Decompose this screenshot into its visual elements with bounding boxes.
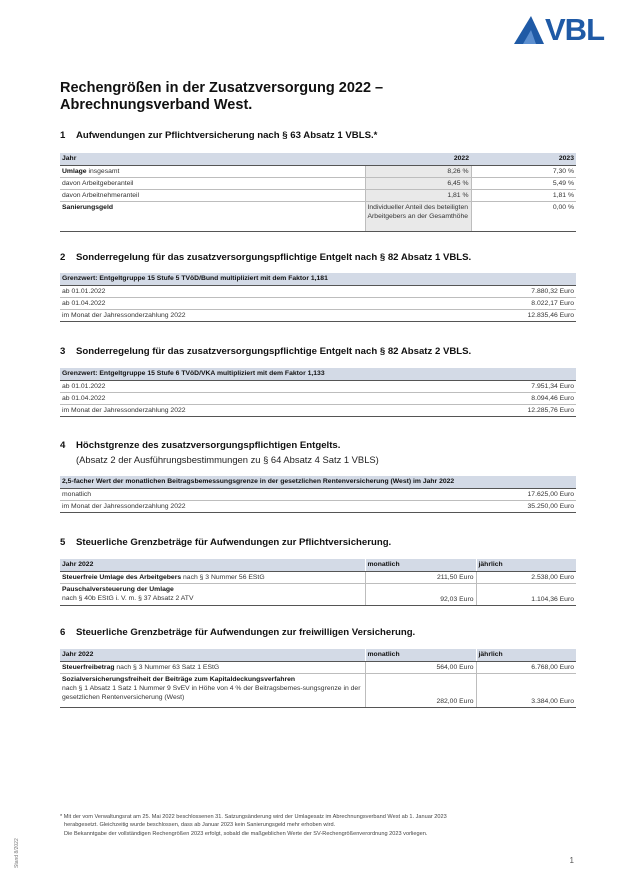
row-value: 7.880,32 Euro: [476, 285, 576, 297]
section-number: 3: [60, 346, 66, 357]
footnote: [60, 813, 580, 838]
section-3-heading: [60, 346, 471, 357]
table-row: [60, 571, 576, 583]
value-2023: 5,49 %: [471, 177, 576, 189]
monthly-value: 211,50 Euro: [365, 571, 476, 583]
row-label: im Monat der Jahressonderzahlung 2022: [60, 404, 476, 416]
column-header: monatlich: [365, 559, 476, 571]
row-value: 7.951,34 Euro: [476, 380, 576, 392]
table-row: [60, 661, 576, 673]
table-header-row: [60, 649, 576, 661]
table-header: 2,5-facher Wert der monatlichen Beitragsbemessungsgrenze in der gesetzlichen Rentenversicherung (West) im Jahr 2022: [60, 476, 576, 488]
section-title: Sonderregelung für das zusatzversorgungspflichtige Entgelt nach § 82 Absatz 1 VBLS.: [76, 252, 472, 263]
table-row: [60, 488, 576, 500]
table-row: [60, 309, 576, 321]
table-row: [60, 189, 576, 201]
value-2022: 1,81 %: [365, 189, 471, 201]
yearly-value: 2.538,00 Euro: [476, 571, 576, 583]
section-title: Aufwendungen zur Pflichtversicherung nach § 63 Absatz 1 VBLS.*: [76, 130, 378, 141]
row-label: ab 01.04.2022: [60, 392, 476, 404]
row-label: davon Arbeitnehmeranteil: [60, 189, 365, 201]
logo-text: VBL: [545, 12, 604, 47]
section-number: 6: [60, 627, 66, 638]
column-header: Jahr 2022: [60, 649, 365, 661]
yearly-value: 1.104,36 Euro: [476, 583, 576, 605]
table-header-row: [60, 368, 576, 380]
column-header: monatlich: [365, 649, 476, 661]
table-row: [60, 201, 576, 231]
page-title: Rechengrößen in der Zusatzversorgung 2022 – Abrechnungsverband West.: [60, 80, 384, 113]
column-header: Jahr: [60, 153, 365, 165]
row-value: 12.285,76 Euro: [476, 404, 576, 416]
yearly-value: 3.384,00 Euro: [476, 673, 576, 707]
section-title: Steuerliche Grenzbeträge für Aufwendungen zur freiwilligen Versicherung.: [76, 627, 416, 638]
steuer-freiwillig-table: [60, 649, 576, 708]
table-row: [60, 404, 576, 416]
footnote-line: * Mit der vom Verwaltungsrat am 25. Mai 2022 beschlossenen 31. Satzungsänderung wird der Umlagesatz im Abrechnungsverband West ab 1. Januar 2023: [60, 814, 447, 820]
row-label: Steuerfreibetrag nach § 3 Nummer 63 Satz 1 EStG: [60, 661, 365, 673]
section-title: Sonderregelung für das zusatzversorgungspflichtige Entgelt nach § 82 Absatz 2 VBLS.: [76, 346, 472, 357]
table-header: Grenzwert: Entgeltgruppe 15 Stufe 5 TVöD/Bund multipliziert mit dem Faktor 1,181: [60, 273, 576, 285]
row-label: monatlich: [60, 488, 476, 500]
row-value: 12.835,46 Euro: [476, 309, 576, 321]
stand-date: Stand 8/2022: [14, 838, 20, 868]
section-2-heading: [60, 252, 471, 263]
column-header: jährlich: [476, 649, 576, 661]
value-2022: 8,26 %: [365, 165, 471, 177]
section-number: 5: [60, 537, 66, 548]
table-header-row: [60, 559, 576, 571]
column-header: 2022: [365, 153, 471, 165]
footnote-line: herabgesetzt. Gleichzeitig wurde beschlossen, dass ab Januar 2023 kein Sanierungsgeld mehr erhoben wird.: [64, 822, 336, 829]
value-2023: 1,81 %: [471, 189, 576, 201]
table-row: [60, 500, 576, 512]
column-header: jährlich: [476, 559, 576, 571]
table-header-row: [60, 273, 576, 285]
table-row: [60, 297, 576, 309]
section-5-heading: [60, 537, 391, 548]
section-4-subtitle: (Absatz 2 der Ausführungsbestimmungen zu § 64 Absatz 4 Satz 1 VBLS): [76, 454, 379, 465]
monthly-value: 92,03 Euro: [365, 583, 476, 605]
value-2022: 6,45 %: [365, 177, 471, 189]
row-value: 35.250,00 Euro: [476, 500, 576, 512]
monthly-value: 282,00 Euro: [365, 673, 476, 707]
row-label: Sanierungsgeld: [60, 201, 365, 231]
footnote-line: Die Bekanntgabe der vollständigen Rechengrößen 2023 erfolgt, sobald die maßgeblichen Werte der SV-Rechengrößenverordnung 2023 vorliegen.: [64, 830, 428, 837]
value-2023: 0,00 %: [471, 201, 576, 231]
umlage-table: [60, 153, 576, 232]
row-label: ab 01.01.2022: [60, 380, 476, 392]
row-label: Pauschalversteuerung der Umlage nach § 40b EStG i. V. m. § 37 Absatz 2 ATV: [60, 583, 365, 605]
row-label: ab 01.01.2022: [60, 285, 476, 297]
table-row: [60, 673, 576, 707]
table-row: [60, 583, 576, 605]
table-row: [60, 177, 576, 189]
section-4-heading: [60, 440, 340, 451]
section-title: Höchstgrenze des zusatzversorgungspflichtigen Entgelts.: [76, 440, 341, 451]
column-header: 2023: [471, 153, 576, 165]
logo-triangle-icon: [514, 16, 544, 44]
row-label: Sozialversicherungsfreiheit der Beiträge zum Kapitaldeckungsverfahren nach § 1 Absatz 1 Satz 1 Nummer 9 SvEV in Höhe von 4 % der Beitragsbemes-sungsgrenze in der gesetzlichen Rentenversicherung (West): [60, 673, 365, 707]
section-1-heading: [60, 130, 377, 141]
row-value: 17.625,00 Euro: [476, 488, 576, 500]
section-title: Steuerliche Grenzbeträge für Aufwendungen zur Pflichtversicherung.: [76, 537, 392, 548]
row-value: 8.022,17 Euro: [476, 297, 576, 309]
value-2023: 7,30 %: [471, 165, 576, 177]
page-number: 1: [569, 856, 574, 865]
table-header: Grenzwert: Entgeltgruppe 15 Stufe 6 TVöD/VKA multipliziert mit dem Faktor 1,133: [60, 368, 576, 380]
hoechstgrenze-table: [60, 476, 576, 513]
section-number: 2: [60, 252, 66, 263]
row-label: Umlage insgesamt: [60, 165, 365, 177]
yearly-value: 6.768,00 Euro: [476, 661, 576, 673]
value-2022: Individueller Anteil des beteiligten Arbeitgebers an der Gesamthöhe: [365, 201, 471, 231]
row-label: im Monat der Jahressonderzahlung 2022: [60, 309, 476, 321]
table-row: [60, 392, 576, 404]
row-label: davon Arbeitgeberanteil: [60, 177, 365, 189]
table-row: [60, 380, 576, 392]
monthly-value: 564,00 Euro: [365, 661, 476, 673]
section-number: 4: [60, 440, 66, 451]
column-header: Jahr 2022: [60, 559, 365, 571]
table-header-row: [60, 476, 576, 488]
section-number: 1: [60, 130, 66, 141]
table-row: [60, 165, 576, 177]
table-row: [60, 285, 576, 297]
row-label: ab 01.04.2022: [60, 297, 476, 309]
table-header-row: [60, 153, 576, 165]
row-label: im Monat der Jahressonderzahlung 2022: [60, 500, 476, 512]
grenzwert-table-2: [60, 368, 576, 417]
section-6-heading: [60, 627, 415, 638]
row-value: 8.094,46 Euro: [476, 392, 576, 404]
grenzwert-table-1: [60, 273, 576, 322]
vbl-logo: [514, 14, 604, 45]
row-label: Steuerfreie Umlage des Arbeitgebers nach § 3 Nummer 56 EStG: [60, 571, 365, 583]
steuer-pflicht-table: [60, 559, 576, 606]
